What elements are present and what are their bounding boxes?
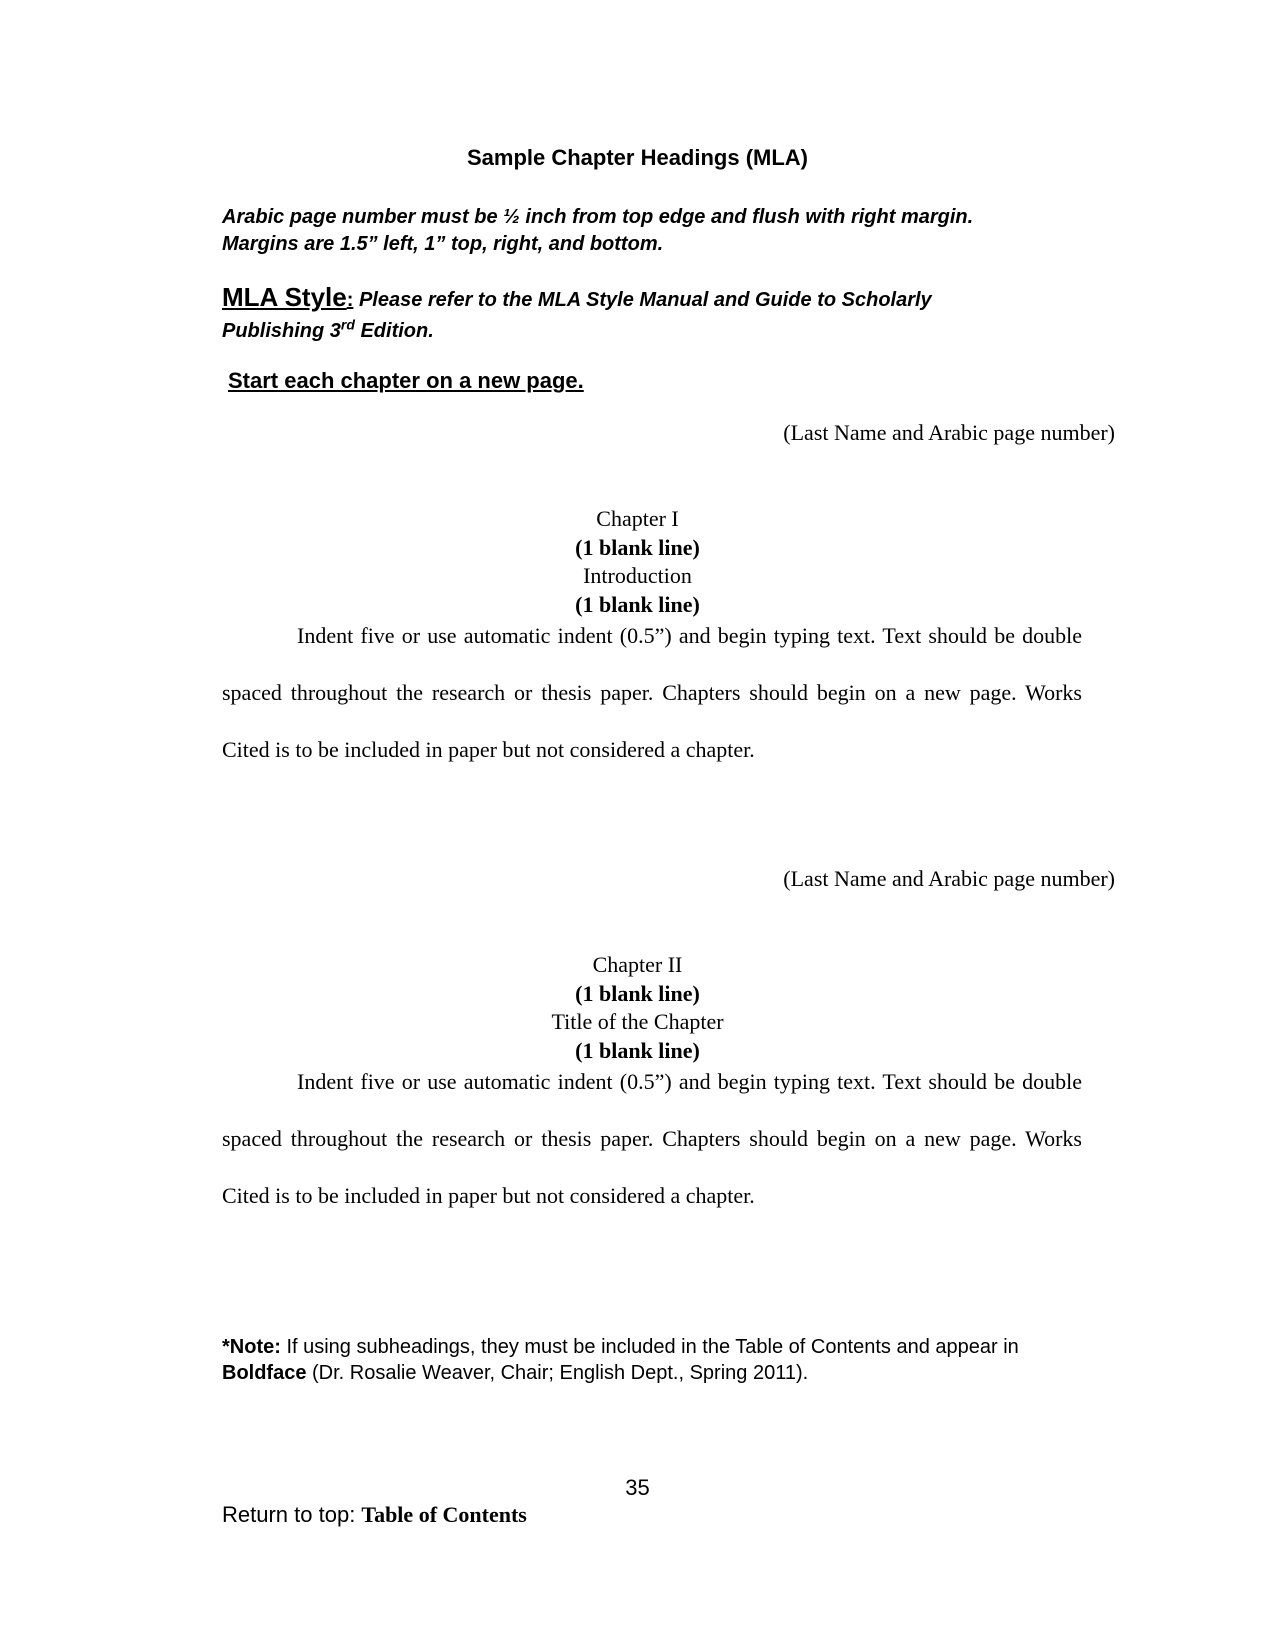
mla-style-note (222, 282, 1122, 347)
blank-line-marker: (1 blank line) (575, 592, 700, 617)
return-to-top (222, 1502, 527, 1528)
chapter-label: Chapter II (592, 952, 683, 977)
page-number-placeholder: (Last Name and Arabic page number) (783, 866, 1115, 891)
blank-line-marker: (1 blank line) (575, 1038, 700, 1063)
edition-superscript: rd (340, 316, 355, 333)
instruction-line: Margins are 1.5” left, 1” top, right, and bottom. (222, 233, 664, 255)
chapter-body-text: Indent five or use automatic indent (0.5”) and begin typing text. Text should be double spaced throughout the research or thesis paper. Chapters should begin on a new page. Works Cited is to be included in paper but not considered a chapter. (222, 623, 1082, 762)
mla-style-colon: : (346, 289, 354, 311)
instruction-line: Arabic page number must be ½ inch from top edge and flush with right margin. (222, 206, 974, 228)
margin-instructions (222, 204, 973, 258)
start-instruction: Start each chapter on a new page. (228, 368, 584, 393)
mla-style-label: MLA Style (222, 282, 347, 312)
chapter-title: Title of the Chapter (551, 1009, 724, 1034)
table-of-contents-link[interactable]: Table of Contents (361, 1502, 527, 1527)
mla-style-text: Please refer to the MLA Style Manual and Guide to Scholarly (353, 289, 932, 311)
note-label: *Note: (222, 1336, 281, 1358)
note-text: (Dr. Rosalie Weaver, Chair; English Dept., Spring 2011). (306, 1362, 809, 1384)
mla-style-text: Publishing 3 (222, 320, 341, 342)
return-prefix: Return to top: (222, 1502, 362, 1527)
note-bold-word: Boldface (222, 1362, 307, 1384)
note-text: If using subheadings, they must be included in the Table of Contents and appear in (280, 1336, 1019, 1358)
chapter-title: Introduction (583, 563, 692, 588)
page-number-placeholder: (Last Name and Arabic page number) (783, 420, 1115, 445)
mla-style-text: Edition. (354, 320, 434, 342)
chapter-body-text: Indent five or use automatic indent (0.5”) and begin typing text. Text should be double spaced throughout the research or thesis paper. Chapters should begin on a new page. Works Cited is to be included in paper but not considered a chapter. (222, 1069, 1082, 1208)
page-number: 35 (625, 1475, 650, 1500)
page-title: Sample Chapter Headings (MLA) (466, 145, 809, 170)
chapter-label: Chapter I (596, 506, 679, 531)
blank-line-marker: (1 blank line) (575, 535, 700, 560)
blank-line-marker: (1 blank line) (575, 981, 700, 1006)
subheading-note (222, 1334, 1052, 1386)
